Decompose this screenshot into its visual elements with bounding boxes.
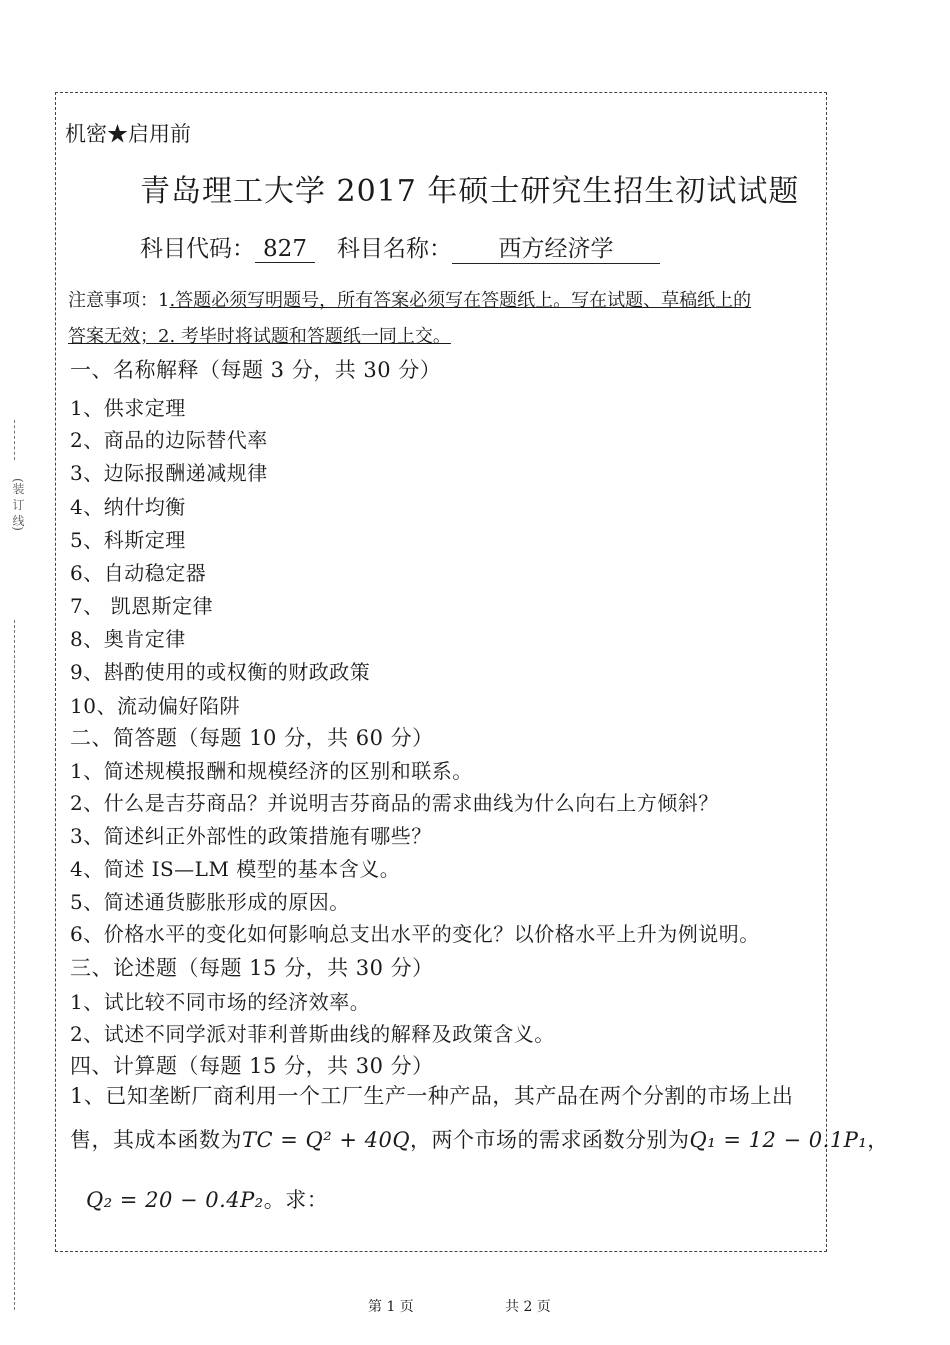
section-3-heading: 三、论述题（每题 15 分，共 30 分） — [70, 956, 434, 980]
notice-line-1 — [68, 286, 751, 312]
section-3-item: 2、试述不同学派对菲利普斯曲线的解释及政策含义。 — [70, 1022, 555, 1046]
section-2-item: 5、简述通货膨胀形成的原因。 — [70, 890, 350, 914]
subject-name: 西方经济学 — [452, 230, 660, 264]
q1-text-a: 售，其成本函数为 — [70, 1128, 242, 1152]
binding-line-bottom — [14, 620, 15, 1310]
notice-label: 注意事项：1 — [68, 290, 170, 311]
section-2-item: 3、简述纠正外部性的政策措施有哪些？ — [70, 824, 432, 848]
notice-text-2: 答案无效；2. 考毕时将试题和答题纸一同上交。 — [68, 326, 451, 347]
section-1-item: 8、奥肯定律 — [70, 627, 186, 651]
cost-function: TC = Q² + 40Q — [242, 1128, 411, 1152]
section-1-item: 3、边际报酬递减规律 — [70, 461, 268, 485]
section-1-item: 5、科斯定理 — [70, 528, 186, 552]
section-2-item: 6、价格水平的变化如何影响总支出水平的变化？以价格水平上升为例说明。 — [70, 922, 760, 946]
subject-name-label: 科目名称： — [337, 236, 452, 262]
question-4-1-line-2 — [70, 1124, 889, 1154]
page-total: 共 2 页 — [505, 1299, 551, 1315]
question-4-1-line-1: 1、已知垄断厂商利用一个工厂生产一种产品，其产品在两个分割的市场上出 — [70, 1084, 794, 1108]
section-3-item: 1、试比较不同市场的经济效率。 — [70, 990, 371, 1014]
section-1-heading: 一、名称解释（每题 3 分，共 30 分） — [70, 358, 442, 382]
subject-row — [140, 230, 660, 264]
section-1-item: 4、纳什均衡 — [70, 495, 186, 519]
q1-text-b: ，两个市场的需求函数分别为 — [410, 1128, 690, 1152]
section-1-item: 6、自动稳定器 — [70, 561, 207, 585]
q1-text-end: 。求： — [263, 1188, 329, 1212]
subject-code-label: 科目代码： — [140, 236, 255, 262]
section-2-item: 2、什么是吉芬商品？并说明吉芬商品的需求曲线为什么向右上方倾斜？ — [70, 791, 719, 815]
binding-line-label: (装 订 线) — [11, 478, 25, 531]
page-number: 第 1 页 — [368, 1299, 414, 1315]
notice-line-2 — [68, 322, 451, 348]
section-1-item: 7、 凯恩斯定律 — [70, 594, 214, 618]
section-1-item: 10、流动偏好陷阱 — [70, 694, 240, 718]
section-1-item: 2、商品的边际替代率 — [70, 428, 268, 452]
section-2-item: 4、简述 IS—LM 模型的基本含义。 — [70, 857, 401, 881]
question-4-1-line-3 — [86, 1184, 328, 1214]
exam-title: 青岛理工大学 2017 年硕士研究生招生初试试题 — [140, 174, 800, 209]
section-2-item: 1、简述规模报酬和规模经济的区别和联系。 — [70, 759, 473, 783]
confidential-label: 机密★启用前 — [65, 122, 191, 146]
subject-code: 827 — [255, 236, 315, 263]
section-1-item: 9、斟酌使用的或权衡的财政政策 — [70, 660, 371, 684]
demand-function-2: Q₂ = 20 − 0.4P₂ — [86, 1188, 264, 1212]
binding-line-top — [14, 420, 15, 460]
section-2-heading: 二、简答题（每题 10 分，共 60 分） — [70, 726, 434, 750]
notice-text-1: .答题必须写明题号，所有答案必须写在答题纸上。写在试题、草稿纸上的 — [169, 290, 752, 311]
demand-function-1: Q₁ = 12 − 0.1P₁ — [689, 1128, 868, 1152]
section-1-item: 1、供求定理 — [70, 396, 186, 420]
q1-text-c: ， — [867, 1128, 889, 1152]
section-4-heading: 四、计算题（每题 15 分，共 30 分） — [70, 1054, 434, 1078]
